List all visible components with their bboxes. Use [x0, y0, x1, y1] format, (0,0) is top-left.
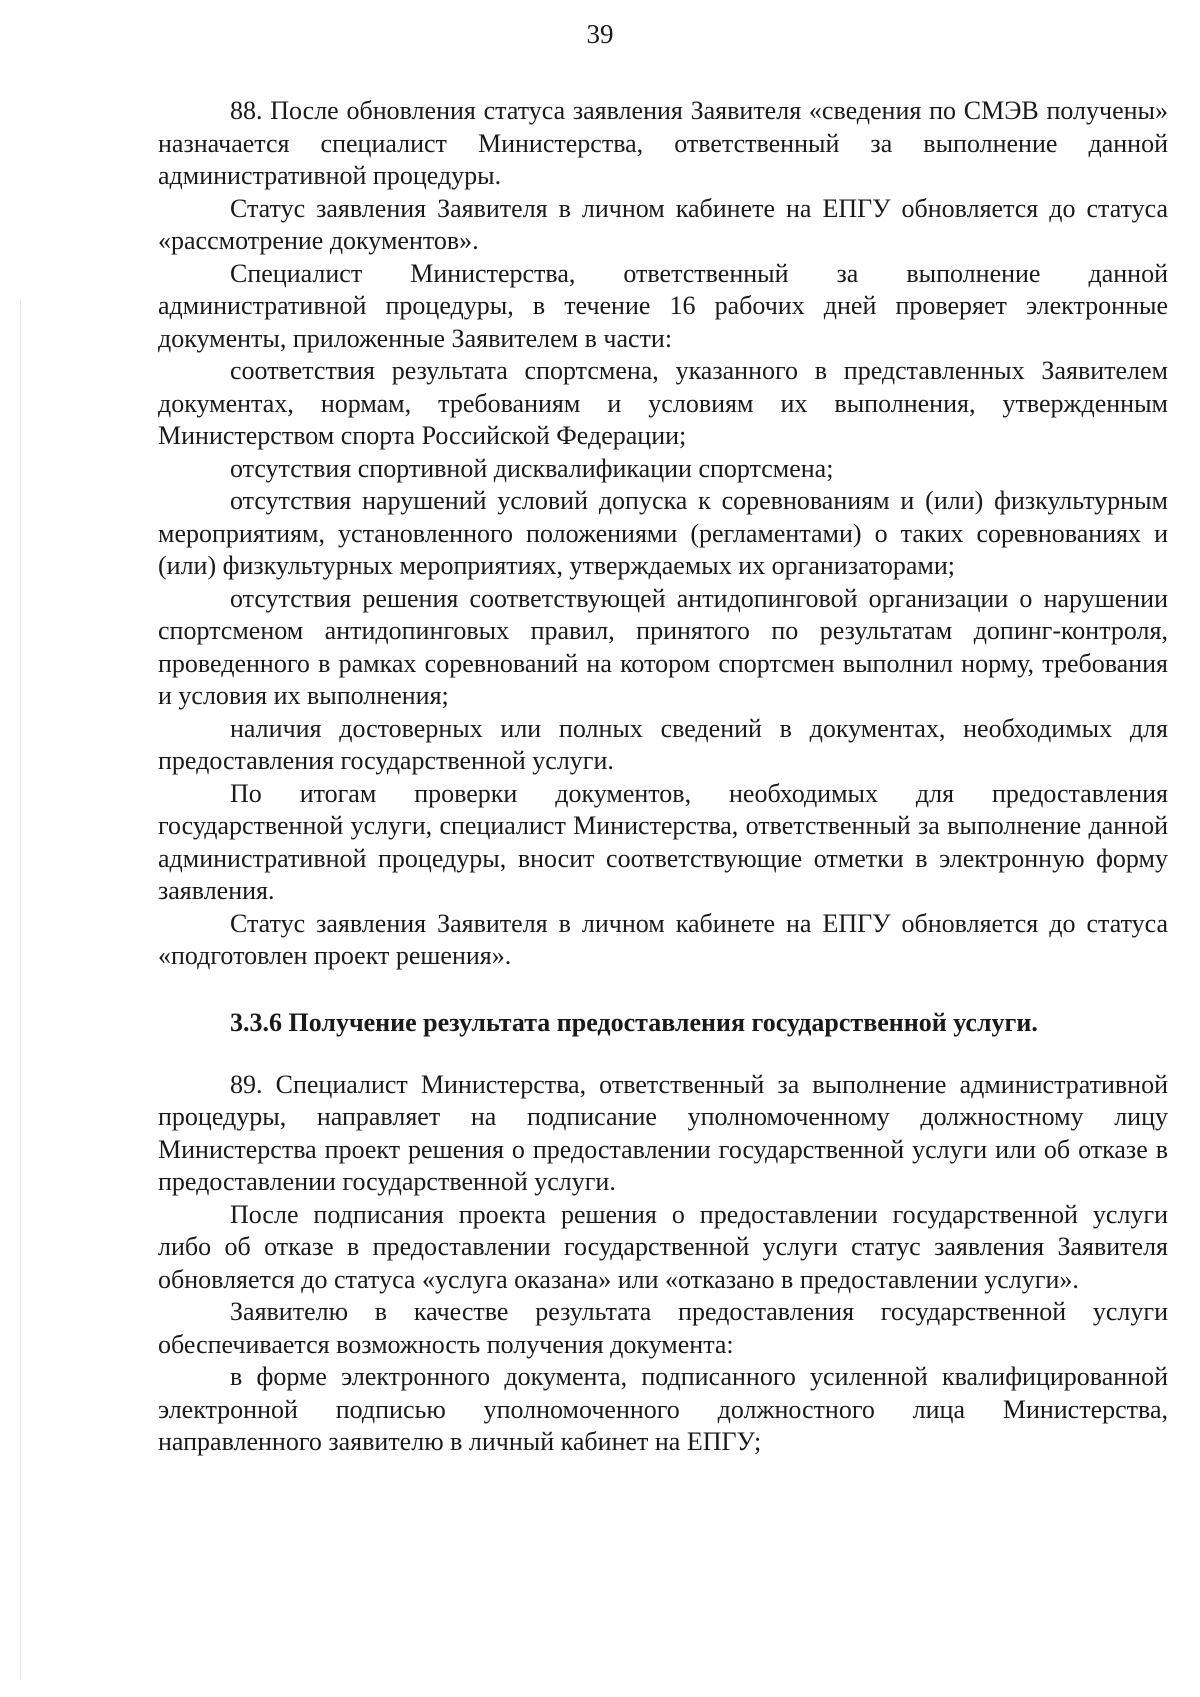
paragraph-check-results: По итогам проверки документов, необходимых для предоставления государственной услуги, специалист Министерства, ответственный за выполнение данной административной процедуры, вносит соответствующие отметки в электронную форму заявления.	[158, 778, 1168, 905]
list-item-result-compliance: соответствия результата спортсмена, указанного в представленных Заявителем документах, нормам, требованиям и условиям их выполнения, утвержденным Министерством спорта Российской Федерации;	[158, 356, 1168, 450]
list-item-no-antidoping-decision: отсутствия решения соответствующей антидопинговой организации о нарушении спортсменом антидопинговых правил, принятого по результатам допинг-контроля, проведенного в рамках соревнований на котором спортсмен выполнил норму, требования и условия их выполнения;	[158, 583, 1168, 710]
document-body	[158, 95, 1168, 1459]
list-item-reliable-info: наличия достоверных или полных сведений в документах, необходимых для предоставления государственной услуги.	[158, 713, 1168, 775]
page-number: 39	[586, 19, 614, 49]
list-item-no-disqualification: отсутствия спортивной дисквалификации спортсмена;	[230, 453, 834, 483]
paragraph-89: 89. Специалист Министерства, ответственный за выполнение административной процедуры, направляет на подписание уполномоченному должностному лицу Министерства проект решения о предоставлении государственной услуги или об отказе в предоставлении государственной услуги.	[158, 1069, 1168, 1196]
list-item-electronic-document: в форме электронного документа, подписанного усиленной квалифицированной электронной подписью уполномоченного должностного лица Министерства, направленного заявителю в личный кабинет на ЕПГУ;	[158, 1362, 1168, 1456]
paragraph-status-draft: Статус заявления Заявителя в личном кабинете на ЕПГУ обновляется до статуса «подготовлен проект решения».	[158, 908, 1168, 970]
paragraph-88: 88. После обновления статуса заявления Заявителя «сведения по СМЭВ получены» назначается специалист Министерства, ответственный за выполнение данной административной процедуры.	[158, 96, 1168, 190]
paragraph-result-options: Заявителю в качестве результата предоставления государственной услуги обеспечивается возможность получения документа:	[158, 1297, 1168, 1359]
paragraph-status-review: Статус заявления Заявителя в личном кабинете на ЕПГУ обновляется до статуса «рассмотрение документов».	[158, 193, 1168, 255]
list-item-no-admission-violations: отсутствия нарушений условий допуска к соревнованиям и (или) физкультурным мероприятиям, установленного положениями (регламентами) о таких соревнованиях и (или) физкультурных мероприятиях, утверждаемых их организаторами;	[158, 486, 1168, 580]
paragraph-after-signing: После подписания проекта решения о предоставлении государственной услуги либо об отказе в предоставлении государственной услуги статус заявления Заявителя обновляется до статуса «услуга оказана» или «отказано в предоставлении услуги».	[158, 1199, 1168, 1294]
paragraph-specialist-checks: Специалист Министерства, ответственный за выполнение данной административной процедуры, в течение 16 рабочих дней проверяет электронные документы, приложенные Заявителем в части:	[158, 258, 1168, 353]
scan-edge-line	[20, 300, 21, 1680]
section-heading-3-3-6: 3.3.6 Получение результата предоставления государственной услуги.	[230, 1007, 1038, 1037]
